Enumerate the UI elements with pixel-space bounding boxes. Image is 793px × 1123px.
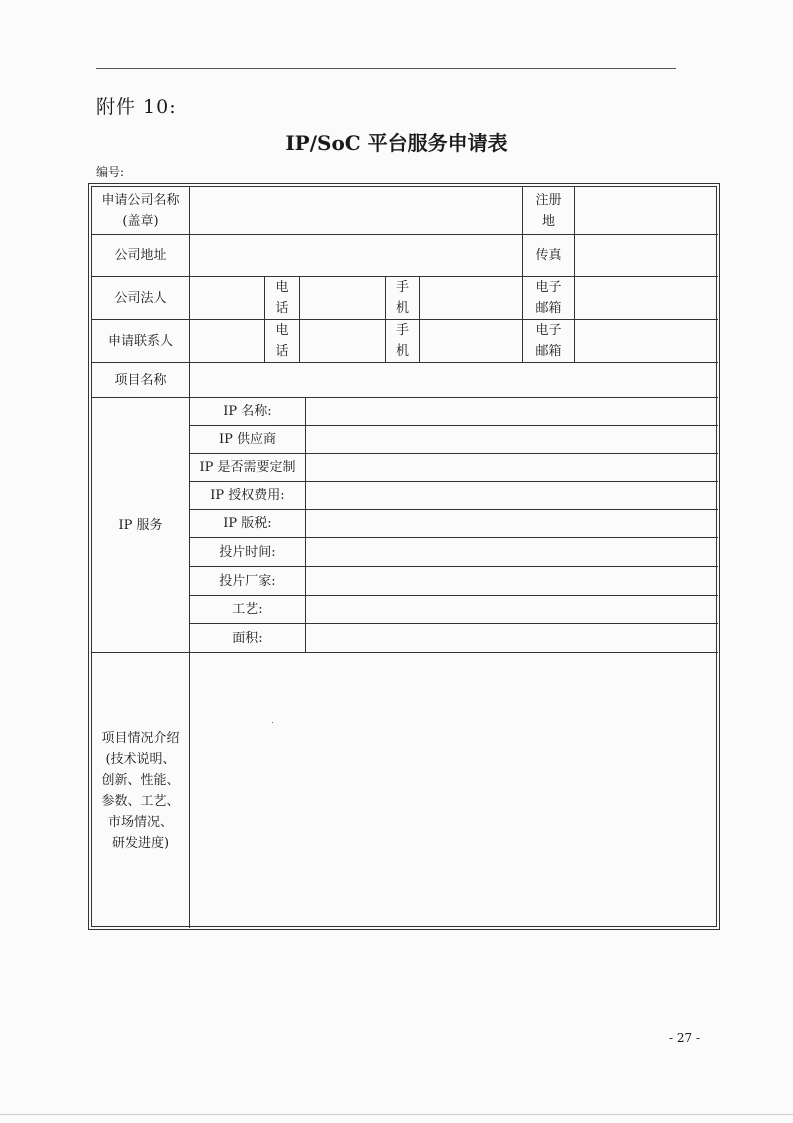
company-address-field[interactable]: [190, 235, 522, 276]
form-grid: [91, 186, 717, 927]
contact-mobile-label: 手 机: [395, 323, 409, 359]
area-field[interactable]: [306, 624, 718, 652]
area-label: 面积:: [232, 630, 263, 646]
ip-license-fee-field[interactable]: [306, 482, 718, 509]
fax-field[interactable]: [575, 235, 718, 276]
application-form: [88, 183, 720, 930]
footer-edge: [0, 1114, 793, 1115]
tapeout-fab-field[interactable]: [306, 567, 718, 595]
legal-person-mobile-field[interactable]: [420, 277, 522, 319]
project-intro-label: 项目情况介绍 (技术说明、 创新、性能、 参数、工艺、 市场情况、 研发进度): [101, 730, 180, 851]
ip-royalty-label: IP 版税:: [223, 516, 272, 531]
legal-person-field[interactable]: [190, 277, 264, 319]
project-name-label: 项目名称: [114, 372, 167, 388]
project-name-field[interactable]: [190, 363, 718, 397]
ip-royalty-field[interactable]: [306, 510, 718, 537]
ip-license-fee-label: IP 授权费用:: [210, 488, 285, 503]
applicant-contact-field[interactable]: [190, 320, 264, 362]
legal-person-email-field[interactable]: [575, 277, 718, 319]
fax-label: 传真: [535, 248, 562, 263]
ip-supplier-label: IP 供应商: [218, 432, 276, 447]
contact-phone-field[interactable]: [300, 320, 385, 362]
legal-person-phone-label: 电 话: [275, 280, 289, 316]
header-rule: [96, 68, 676, 69]
tapeout-time-field[interactable]: [306, 538, 718, 566]
tapeout-fab-label: 投片厂家:: [219, 573, 276, 589]
contact-email-label: 电子 邮箱: [535, 323, 562, 359]
contact-phone-label: 电 话: [275, 323, 289, 359]
ip-customization-label: IP 是否需要定制: [199, 460, 296, 475]
attachment-label: 附件 10:: [96, 96, 177, 118]
ip-customization-field[interactable]: [306, 454, 718, 481]
company-name-field[interactable]: [190, 187, 522, 234]
legal-person-label: 公司法人: [114, 290, 167, 306]
process-field[interactable]: [306, 596, 718, 623]
ip-service-label: IP 服务: [118, 517, 163, 533]
applicant-contact-label: 申请联系人: [107, 333, 173, 349]
page-number: - 27 -: [669, 1031, 701, 1045]
company-name-label: 申请公司名称 (盖章): [101, 192, 180, 229]
ip-name-field[interactable]: [306, 398, 718, 425]
form-title: IP/SoC 平台服务申请表: [285, 131, 508, 155]
scan-speck: [272, 722, 273, 723]
ip-supplier-field[interactable]: [306, 426, 718, 453]
tapeout-time-label: 投片时间:: [219, 544, 276, 560]
process-label: 工艺:: [232, 602, 263, 617]
legal-person-email-label: 电子 邮箱: [535, 280, 562, 316]
contact-mobile-field[interactable]: [420, 320, 522, 362]
legal-person-mobile-label: 手 机: [395, 280, 409, 316]
company-address-label: 公司地址: [114, 248, 167, 263]
registered-address-field[interactable]: [575, 187, 718, 234]
legal-person-phone-field[interactable]: [300, 277, 385, 319]
serial-number-label: 编号:: [96, 165, 125, 179]
contact-email-field[interactable]: [575, 320, 718, 362]
registered-address-label: 注册 地: [535, 192, 562, 229]
ip-name-label: IP 名称:: [223, 404, 272, 419]
project-intro-field[interactable]: [190, 653, 718, 928]
